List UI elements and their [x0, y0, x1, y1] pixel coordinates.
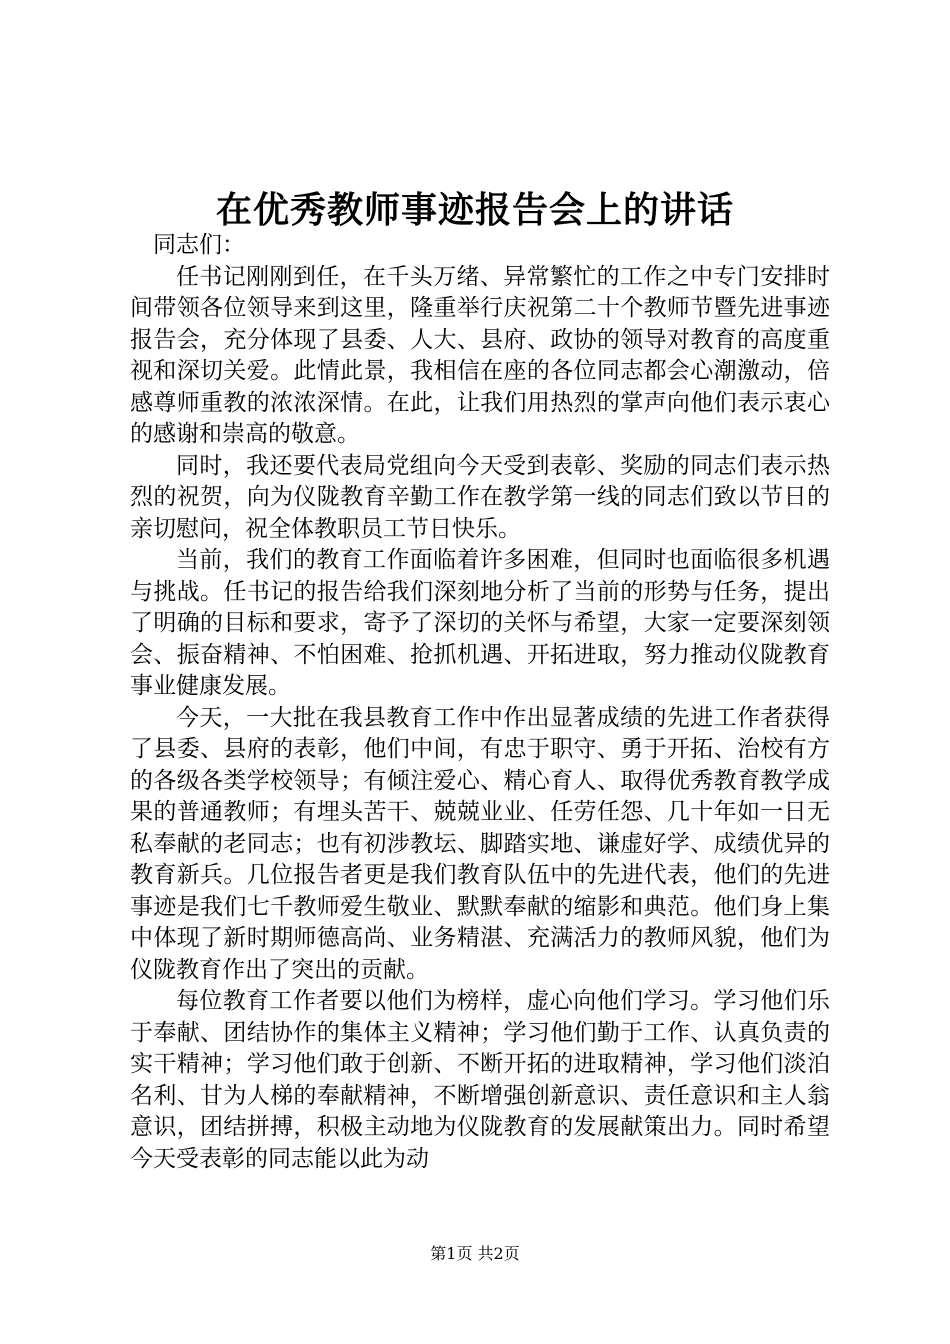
document-body	[130, 230, 830, 1175]
page-footer: 第1页 共2页	[430, 1244, 520, 1263]
paragraph-2: 同时，我还要代表局党组向今天受到表彰、奖励的同志们表示热烈的祝贺，向为仪陇教育辛勤工作在教学第一线的同志们致以节日的亲切慰问，祝全体教职员工节日快乐。	[130, 452, 830, 542]
paragraph-4: 今天，一大批在我县教育工作中作出显著成绩的先进工作者获得了县委、县府的表彰，他们中间，有忠于职守、勇于开拓、治校有方的各级各类学校领导；有倾注爱心、精心育人、取得优秀教育教学成果的普通教师；有埋头苦干、兢兢业业、任劳任怨、几十年如一日无私奉献的老同志；也有初涉教坛、脚踏实地、谦虚好学、成绩优异的教育新兵。几位报告者更是我们教育队伍中的先进代表，他们的先进事迹是我们七千教师爱生敬业、默默奉献的缩影和典范。他们身上集中体现了新时期师德高尚、业务精湛、充满活力的教师风貌，他们为仪陇教育作出了突出的贡献。	[130, 704, 830, 983]
paragraph-3: 当前，我们的教育工作面临着许多困难，但同时也面临很多机遇与挑战。任书记的报告给我们深刻地分析了当前的形势与任务，提出了明确的目标和要求，寄予了深切的关怀与希望，大家一定要深刻领会、振奋精神、不怕困难、抢抓机遇、开拓进取，努力推动仪陇教育事业健康发展。	[130, 547, 830, 699]
salutation: 同志们：	[153, 232, 245, 258]
paragraph-5: 每位教育工作者要以他们为榜样，虚心向他们学习。学习他们乐于奉献、团结协作的集体主义精神；学习他们勤于工作、认真负责的实干精神；学习他们敢于创新、不断开拓的进取精神，学习他们淡泊名利、甘为人梯的奉献精神，不断增强创新意识、责任意识和主人翁意识，团结拼搏，积极主动地为仪陇教育的发展献策出力。同时希望今天受表彰的同志能以此为动	[130, 988, 830, 1172]
paragraph-1: 任书记刚刚到任，在千头万绪、异常繁忙的工作之中专门安排时间带领各位领导来到这里，隆重举行庆祝第二十个教师节暨先进事迹报告会，充分体现了县委、人大、县府、政协的领导对教育的高度重视和深切关爱。此情此景，我相信在座的各位同志都会心潮激动，倍感尊师重教的浓浓深情。在此，让我们用热烈的掌声向他们表示衷心的感谢和崇高的敬意。	[130, 263, 830, 447]
document-title: 在优秀教师事迹报告会上的讲话	[215, 189, 734, 231]
